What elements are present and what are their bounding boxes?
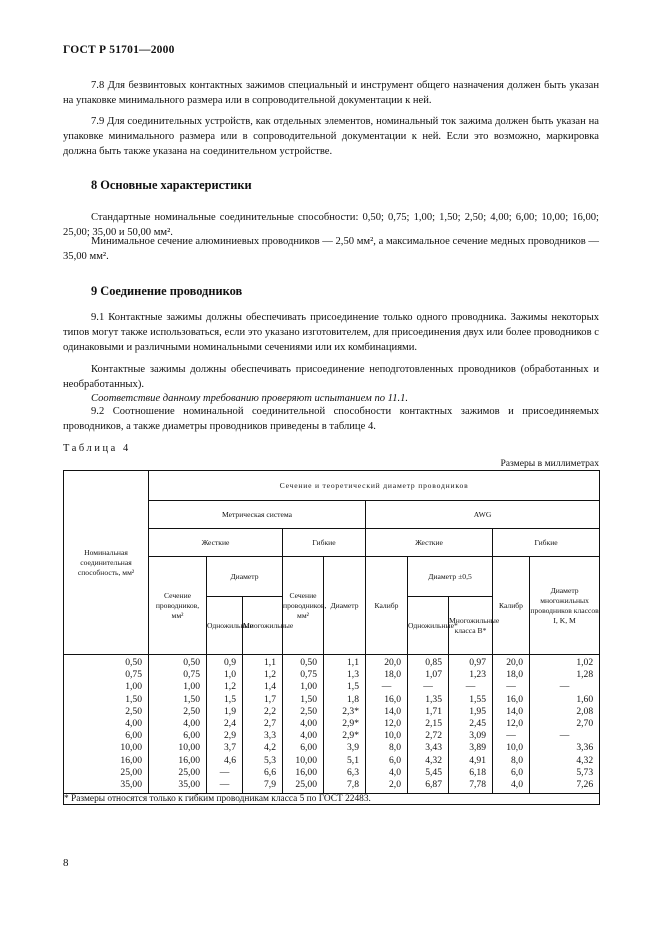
section-8-paragraph-1: Стандартные номинальные соединительные способности: 0,50; 0,75; 1,00; 1,50; 2,50; 4,00; 6,00; 10,00; 16,00; 25,00; 35,00 и 50,00 мм². [63,212,599,238]
metric-flexible-header: Гибкие [283,529,366,557]
table-row [64,730,600,742]
table-cell: 6,00 [149,730,207,742]
table-cell: 10,00 [64,742,149,754]
table-cell: 2,7 [243,718,283,730]
table-row [64,681,600,693]
table-cell: 2,15 [408,718,449,730]
table-cell: 4,00 [283,718,324,730]
paragraph-9-1-check: Соответствие данному требованию проверяют испытанием по 11.1. [91,393,409,404]
document-header: ГОСТ Р 51701—2000 [63,44,175,56]
table-cell: 16,00 [149,755,207,767]
rated-capacity-header: Номинальная соединительная способность, мм² [64,471,149,655]
table-cell: 2,2 [243,706,283,718]
paragraph-9-1-b: Контактные зажимы должны обеспечивать присоединение неподготовленных проводников (обработанных и необработанных). [63,364,599,390]
table-cell: 1,60 [530,694,600,706]
table-cell: 2,70 [530,718,600,730]
table-cell: 3,3 [243,730,283,742]
table-cell: 1,5 [207,694,243,706]
table-cell: 6,6 [243,767,283,779]
table-row [64,718,600,730]
table-cell: 1,07 [408,669,449,681]
table-cell: 1,9 [207,706,243,718]
table-cell: — [530,681,600,693]
table-cell: 25,00 [149,767,207,779]
table-cell: 5,1 [324,755,366,767]
table-cell: 12,0 [493,718,530,730]
table-cell: 0,50 [149,655,207,670]
table-body [64,655,600,794]
metric-rigid-header: Жесткие [149,529,283,557]
table-cell: 1,71 [408,706,449,718]
table-cell: 20,0 [366,655,408,670]
table-cell: 10,00 [149,742,207,754]
table-cell: 7,8 [324,779,366,794]
rigid-section-header: Сечение проводников, мм² [149,557,207,655]
table-cell: 6,00 [283,742,324,754]
awg-rigid-gauge-header: Калибр [366,557,408,655]
table-cell: 2,0 [366,779,408,794]
table-cell: 18,0 [493,669,530,681]
table-cell: 2,50 [283,706,324,718]
table-cell: 0,9 [207,655,243,670]
table-cell: 35,00 [64,779,149,794]
table-cell: — [408,681,449,693]
single-wire-header: Одножильные [207,597,243,655]
table-cell: 4,2 [243,742,283,754]
table-cell: 10,0 [366,730,408,742]
table-cell: 4,00 [283,730,324,742]
table-cell: 8,0 [366,742,408,754]
table-cell: 1,00 [283,681,324,693]
table-cell: — [493,681,530,693]
paragraph-9-1: 9.1 Контактные зажимы должны обеспечивать присоединение только одного проводника. Зажимы некоторых типов могут также использоваться, если это указано изготовителем, для присоединения двух или более проводников с одинаковыми и различными номинальными сечениями или их комбинациями. [63,312,599,353]
table-cell: — [207,767,243,779]
awg-rigid-header: Жесткие [366,529,493,557]
table-cell: 14,0 [366,706,408,718]
table-row [64,655,600,670]
awg-single-wire-header: Одножильные* [408,597,449,655]
table-cell: 0,75 [283,669,324,681]
table-cell: 1,23 [449,669,493,681]
table-cell: 16,0 [493,694,530,706]
table-cell: 2,08 [530,706,600,718]
table-cell: 4,0 [366,767,408,779]
table-cell: — [366,681,408,693]
table-cell: 6,18 [449,767,493,779]
table-cell: 4,32 [530,755,600,767]
multi-wire-header: Многожильные [243,597,283,655]
section-diameter-header: Сечение и теоретический диаметр проводников [149,471,600,501]
table-cell: 6,87 [408,779,449,794]
table-footnote: * Размеры относятся только к гибким проводникам класса 5 по ГОСТ 22483. [64,794,600,805]
table-cell: 0,85 [408,655,449,670]
table-row [64,767,600,779]
table-cell: — [493,730,530,742]
table-cell: 7,9 [243,779,283,794]
table-row [64,706,600,718]
table-cell: 2,4 [207,718,243,730]
table-cell: 3,9 [324,742,366,754]
table-row [64,755,600,767]
table-units: Размеры в миллиметрах [500,458,599,469]
paragraph-9-2: 9.2 Соотношение номинальной соединительной способности контактных зажимов и присоединяемых проводников, а также диаметры проводников приведены в таблице 4. [63,406,599,432]
table-cell: 1,4 [243,681,283,693]
table-cell: 1,3 [324,669,366,681]
table-cell: 6,0 [366,755,408,767]
table-cell: 1,50 [283,694,324,706]
table-cell: 0,50 [64,655,149,670]
table-cell: 0,97 [449,655,493,670]
table-cell: 3,7 [207,742,243,754]
table-cell: 14,0 [493,706,530,718]
table-cell: 3,43 [408,742,449,754]
table-cell: 3,36 [530,742,600,754]
table-cell: 25,00 [64,767,149,779]
awg-flexible-gauge-header: Калибр [493,557,530,655]
table-cell: 20,0 [493,655,530,670]
table-cell: 8,0 [493,755,530,767]
table-cell: 1,0 [207,669,243,681]
table-cell: 16,00 [64,755,149,767]
awg-flexible-diameter-header: Диаметр многожильных проводников классов I, K, M [530,557,600,655]
table-cell: 16,0 [366,694,408,706]
table-cell: 2,72 [408,730,449,742]
table-cell: 1,55 [449,694,493,706]
table-cell: 1,50 [64,694,149,706]
table-row [64,694,600,706]
table-cell: 2,50 [64,706,149,718]
table-cell: 1,5 [324,681,366,693]
table-row [64,742,600,754]
table-cell: — [449,681,493,693]
flexible-diameter-header: Диаметр [324,557,366,655]
table-cell: 1,8 [324,694,366,706]
awg-header: AWG [366,501,600,529]
table-row [64,669,600,681]
table-cell: 5,45 [408,767,449,779]
table-cell: 1,50 [149,694,207,706]
table-cell: 6,0 [493,767,530,779]
rigid-diameter-header: Диаметр [207,557,283,597]
table-cell: 10,0 [493,742,530,754]
table-cell: 2,3* [324,706,366,718]
page-number: 8 [63,857,69,869]
table-cell: 0,75 [64,669,149,681]
table-cell: 5,73 [530,767,600,779]
metric-system-header: Метрическая система [149,501,366,529]
table-cell: 6,00 [64,730,149,742]
awg-multi-wire-header: Многожильные класса B* [449,597,493,655]
table-cell: 1,2 [207,681,243,693]
awg-flexible-header: Гибкие [493,529,600,557]
table-caption: Таблица 4 [63,443,131,454]
table-cell: 7,26 [530,779,600,794]
table-cell: 1,1 [324,655,366,670]
table-cell: 0,75 [149,669,207,681]
table-cell: 3,89 [449,742,493,754]
table-cell: 4,6 [207,755,243,767]
table-cell: — [207,779,243,794]
table-cell: 10,00 [283,755,324,767]
conductor-table [63,470,600,805]
table-cell: 4,0 [493,779,530,794]
table-cell: 25,00 [283,779,324,794]
flexible-section-header: Сечение проводников, мм² [283,557,324,655]
table-cell: 1,00 [64,681,149,693]
table-cell: 2,9* [324,718,366,730]
table-cell: 4,91 [449,755,493,767]
table-cell: 6,3 [324,767,366,779]
table-cell: 2,45 [449,718,493,730]
table-cell: 1,2 [243,669,283,681]
table-cell: 2,9 [207,730,243,742]
table-cell: 12,0 [366,718,408,730]
table-cell: 0,50 [283,655,324,670]
table-cell: — [530,730,600,742]
table-cell: 1,02 [530,655,600,670]
awg-diameter-tolerance-header: Диаметр ±0,5 [408,557,493,597]
paragraph-7-9: 7.9 Для соединительных устройств, как отдельных элементов, номинальный ток зажима должен быть указан на упаковке минимального размера или в сопроводительной документации к ней. Если это возможно, маркировка должна быть также указана на соединительном устройстве. [63,116,599,157]
section-8-paragraph-2: Минимальное сечение алюминиевых проводников — 2,50 мм², а максимальное сечение медных проводников — 35,00 мм². [63,236,599,262]
table-row [64,779,600,794]
paragraph-7-8: 7.8 Для безвинтовых контактных зажимов специальный и инструмент общего назначения должен быть указан на упаковке минимального размера или в сопроводительной документации к ней. [63,80,599,106]
table-cell: 3,09 [449,730,493,742]
table-cell: 2,9* [324,730,366,742]
table-cell: 1,35 [408,694,449,706]
table-cell: 1,1 [243,655,283,670]
table-cell: 1,7 [243,694,283,706]
table-cell: 7,78 [449,779,493,794]
table-cell: 16,00 [283,767,324,779]
table-cell: 4,32 [408,755,449,767]
table-cell: 1,00 [149,681,207,693]
table-cell: 5,3 [243,755,283,767]
table-cell: 18,0 [366,669,408,681]
table-cell: 2,50 [149,706,207,718]
table-cell: 35,00 [149,779,207,794]
table-cell: 4,00 [149,718,207,730]
table-cell: 1,95 [449,706,493,718]
table-cell: 1,28 [530,669,600,681]
section-8-title: 8 Основные характеристики [91,178,252,192]
table-cell: 4,00 [64,718,149,730]
section-9-title: 9 Соединение проводников [91,284,243,298]
